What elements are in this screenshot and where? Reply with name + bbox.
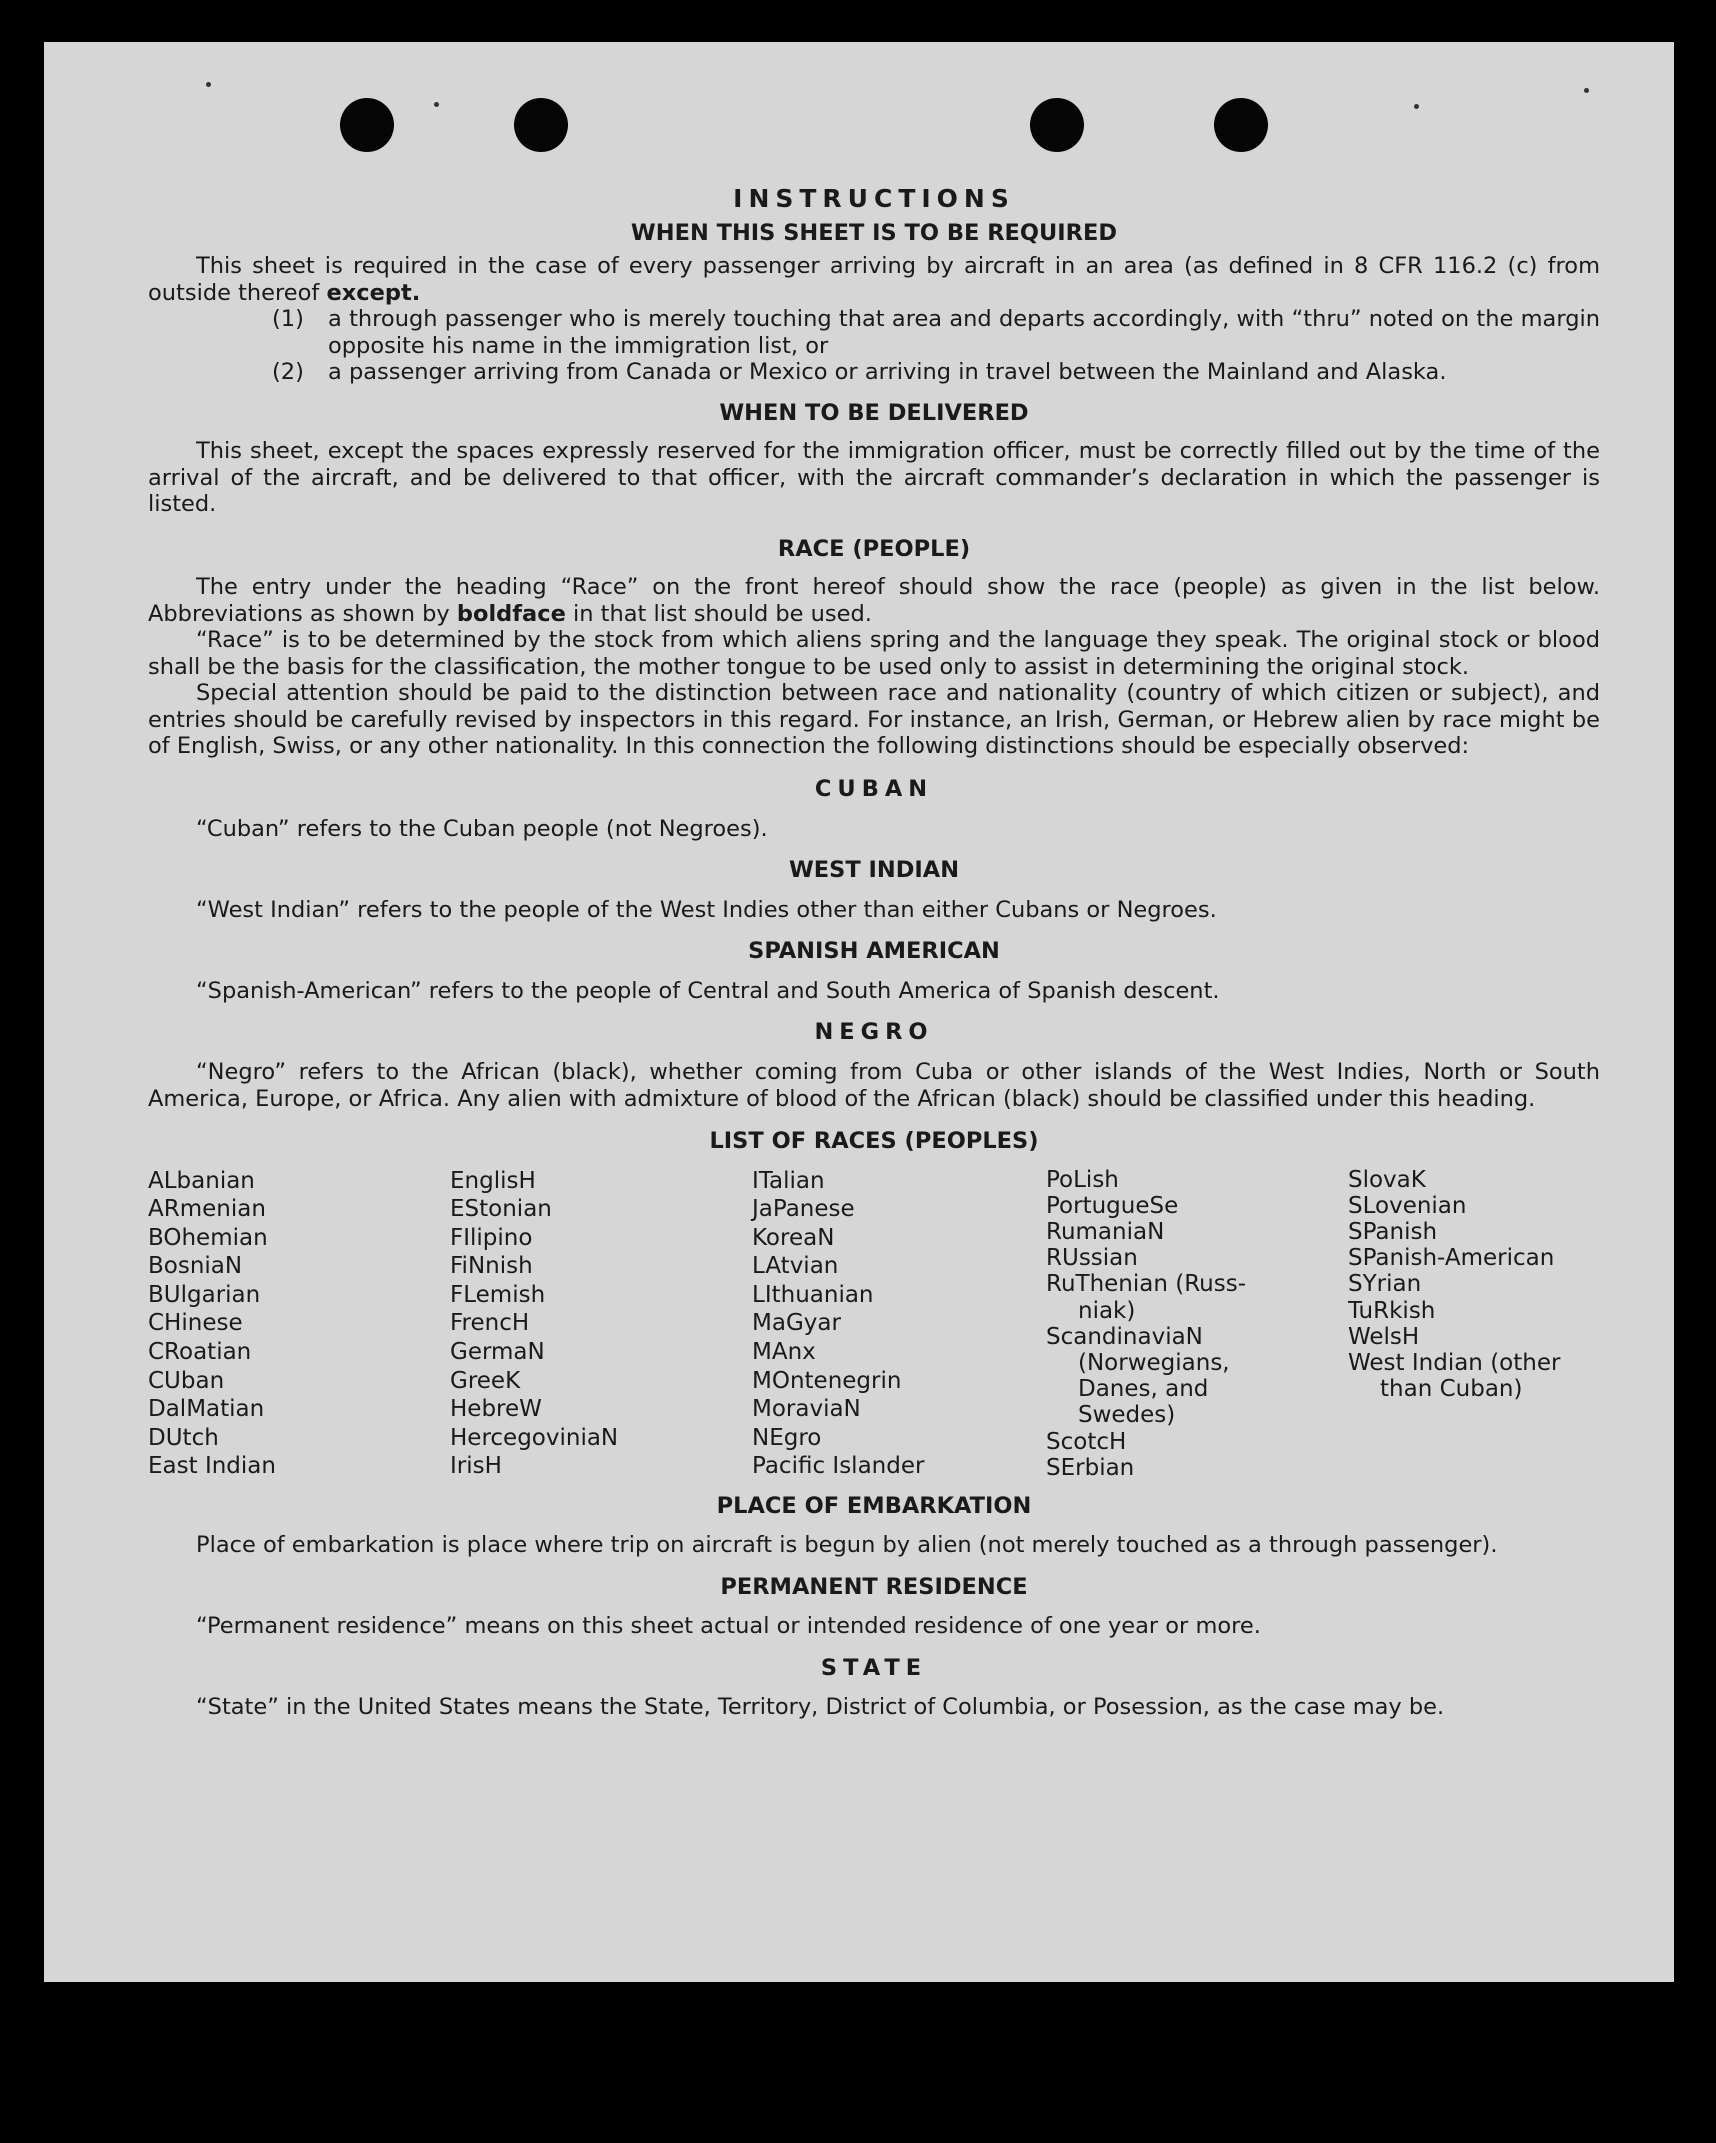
race-entry: MOntenegrin [752,1367,902,1394]
heading-west-indian: WEST INDIAN [788,856,960,883]
race-entry: FLemish [450,1281,546,1308]
race-entry: ScandinaviaN [1046,1323,1203,1350]
when-required-intro: This sheet is required in the case of every passenger arriving by aircraft in an area (as defined in 8 CFR 116.2 (c) from outside thereof except. [148,253,1600,306]
heading-embarkation: PLACE OF EMBARKATION [716,1493,1032,1520]
race-entry: RumaniaN [1046,1218,1165,1245]
race-entry: MaGyar [752,1310,841,1337]
races-column-1 [148,1167,450,1482]
race-entry: Danes, and [1078,1376,1209,1403]
race-entry: CUban [148,1367,225,1394]
race-entry: SPanish-American [1348,1245,1555,1272]
race-paragraph-2: “Race” is to be determined by the stock from which aliens spring and the language they speak. The original stock or blood shall be the basis for the classification, the mother tongue to be used only to assist in determining the original stock. [148,627,1600,680]
race-entry: DUtch [148,1424,219,1451]
speck [1414,104,1419,109]
race-entry: ScotcH [1046,1428,1127,1455]
race-entry: SPanish [1348,1218,1438,1245]
race-entry: KoreaN [752,1224,835,1251]
race-entry: Swedes) [1078,1402,1176,1429]
race-entry: RUssian [1046,1245,1138,1272]
races-column-5 [1348,1167,1600,1482]
heading-when-delivered: WHEN TO BE DELIVERED [719,399,1029,426]
race-entry: NEgro [752,1424,822,1451]
title-instructions: INSTRUCTIONS [733,184,1015,213]
residence-text: “Permanent residence” means on this sheet actual or intended residence of one year or more. [196,1612,1261,1639]
race-entry: Pacific Islander [752,1453,925,1480]
race-entry: PortugueSe [1046,1192,1179,1219]
race-entry: East Indian [148,1453,276,1480]
race-entry: EStonian [450,1196,552,1223]
races-list [148,1167,1600,1482]
race-entry: SlovaK [1348,1166,1426,1193]
race-entry: FIlipino [450,1224,533,1251]
punch-hole-3 [1030,98,1084,152]
race-entry: LIthuanian [752,1281,874,1308]
races-column-4 [1046,1167,1348,1482]
race-entry: ARmenian [148,1196,266,1223]
race-entry: (Norwegians, [1078,1349,1230,1376]
exception-item-1: (1) a through passenger who is merely touching that area and departs accordingly, with “thru” noted on the margin opposite his name in the immigration list, or [272,306,1600,359]
race-entry: MoraviaN [752,1396,861,1423]
negro-text: “Negro” refers to the African (black), whether coming from Cuba or other islands of the West Indies, North or South America, Europe, or Africa. Any alien with admixture of blood of the African (black) should be classified under this heading. [148,1059,1600,1112]
speck [1584,88,1589,93]
heading-when-required: WHEN THIS SHEET IS TO BE REQUIRED [630,219,1118,246]
race-entry: BOhemian [148,1224,268,1251]
race-entry: GreeK [450,1367,521,1394]
speck [434,102,439,107]
heading-spanish-american: SPANISH AMERICAN [748,937,1000,964]
race-entry: FiNnish [450,1253,533,1280]
race-entry: CHinese [148,1310,243,1337]
heading-cuban: CUBAN [814,775,934,802]
race-entry: niak) [1078,1297,1136,1324]
heading-list-of-races: LIST OF RACES (PEOPLES) [709,1128,1039,1154]
instructions-body [148,186,1600,1720]
heading-permanent-residence: PERMANENT RESIDENCE [720,1574,1028,1601]
race-entry: GermaN [450,1339,545,1366]
west-indian-text: “West Indian” refers to the people of the West Indies other than either Cubans or Negroes. [196,897,1217,923]
race-entry: WelsH [1348,1323,1420,1350]
races-column-3 [752,1167,1046,1482]
race-entry: LAtvian [752,1253,839,1280]
cuban-text: “Cuban” refers to the Cuban people (not Negroes). [196,816,768,842]
document-sheet [44,42,1674,1982]
race-entry: PoLish [1046,1166,1119,1193]
embarkation-text: Place of embarkation is place where trip on aircraft is begun by alien (not merely touched as a through passenger). [196,1531,1498,1558]
race-paragraph-1: The entry under the heading “Race” on the front hereof should show the race (people) as given in the list below. Abbreviations as shown by boldface in that list should be used. [148,574,1600,627]
speck [206,82,211,87]
race-entry: SYrian [1348,1271,1422,1298]
race-entry: CRoatian [148,1339,252,1366]
when-delivered-text: This sheet, except the spaces expressly reserved for the immigration officer, must be correctly filled out by the time of the arrival of the aircraft, and be delivered to that officer, with the aircraft commander’s declaration in which the passenger is listed. [148,438,1600,517]
race-entry: HebreW [450,1396,542,1423]
spanish-american-text: “Spanish-American” refers to the people of Central and South America of Spanish descent. [196,978,1220,1004]
race-entry: FrencH [450,1310,530,1337]
heading-race: RACE (PEOPLE) [777,535,971,562]
races-column-2 [450,1167,752,1482]
race-entry: than Cuban) [1380,1376,1523,1403]
race-entry: BUlgarian [148,1281,261,1308]
race-entry: SErbian [1046,1454,1135,1481]
race-entry: DalMatian [148,1396,265,1423]
race-entry: EnglisH [450,1167,536,1194]
heading-state: STATE [820,1655,928,1682]
state-text: “State” in the United States means the State, Territory, District of Columbia, or Posession, as the case may be. [196,1693,1445,1720]
race-entry: BosniaN [148,1253,243,1280]
race-entry: MAnx [752,1339,816,1366]
punch-hole-1 [340,98,394,152]
race-entry: SLovenian [1348,1192,1467,1219]
race-entry: JaPanese [752,1196,855,1223]
race-entry: TuRkish [1348,1297,1436,1324]
race-entry: ALbanian [148,1167,255,1194]
race-entry: RuThenian (Russ- [1046,1271,1247,1298]
punch-hole-2 [514,98,568,152]
race-entry: HercegoviniaN [450,1424,619,1451]
race-entry: ITalian [752,1167,825,1194]
heading-negro: NEGRO [814,1018,934,1045]
exception-item-2: (2) a passenger arriving from Canada or Mexico or arriving in travel between the Mainland and Alaska. [272,359,1447,385]
race-paragraph-3: Special attention should be paid to the distinction between race and nationality (country of which citizen or subject), and entries should be carefully revised by inspectors in this regard. For instance, an Irish, German, or Hebrew alien by race might be of English, Swiss, or any other nationality. In this connection the following distinctions should be especially observed: [148,680,1600,759]
punch-hole-4 [1214,98,1268,152]
race-entry: IrisH [450,1453,502,1480]
race-entry: West Indian (other [1348,1349,1561,1376]
